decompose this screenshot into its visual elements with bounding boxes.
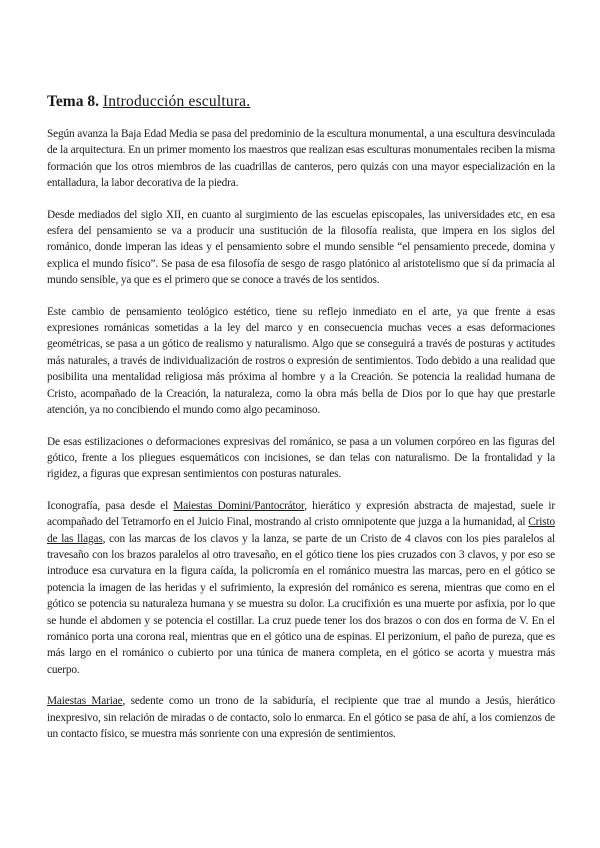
paragraph-3: Este cambio de pensamiento teológico estético, tiene su reflejo inmediato en el arte, ya que frente a esas expresiones románicas sometidas a la ley del marco y en consecuencia muchas veces a esas deformaciones geométricas, se pasa a un gótico de realismo y naturalismo. Algo que se conseguirá a través de posturas y actitudes más naturales, a través de individualización de rostros o expresión de sentimientos. Todo debido a una realidad que posibilita una mentalidad religiosa más próxima al hombre y a la Creación. Se potencia la realidad humana de Cristo, acompañado de la Creación, la naturaleza, como la obra más bella de Dios por lo que hay que prestarle atención, ya no concibiendo el mundo como algo pecaminoso. bbox=[47, 305, 555, 417]
paragraph-5 bbox=[47, 498, 555, 678]
paragraph-5-rest: , con las marcas de los clavos y la lanza, se parte de un Cristo de 4 clavos con los pies paralelos al travesaño con los brazos paralelos al otro travesaño, en el gótico tiene los pies cruzados con 3 clavos, y por eso se introduce esa curvatura en la figura caída, la policromía en el románico muestra las marcas, pero en el gótico se potencia la imagen de las heridas y el sufrimiento, la expresión del románico es serena, mientras que como en el gótico se potencia su naturaleza humana y se muestra su dolor. La crucifixión es una muerte por asfixia, por lo que se hunde el abdomen y se potencia el costillar. La cruz puede tener los dos brazos o con dos en forma de V. En el románico porta una corona real, mientras que en el gótico una de espinas. El perizonium, el paño de pureza, que es más largo en el románico o cubierto por una túnica de manera completa, en el gótico se acorta y muestra más cuerpo. bbox=[47, 532, 555, 676]
paragraph-6 bbox=[47, 693, 555, 742]
paragraph-2: Desde mediados del siglo XII, en cuanto al surgimiento de las escuelas episcopales, las universidades etc, en esa esfera del pensamiento se va a producir una sustitución de la filosofía realista, que impera en los siglos del románico, donde imperan las ideas y el pensamiento sobre el mundo sensible “el pensamiento precede, domina y explica el mundo físico”. Se pasa de esa filosofía de sesgo de rasgo platónico al aristotelismo que sí da primacía al mundo sensible, ya que es el primero que se conoce a través de los sentidos. bbox=[47, 208, 555, 287]
topic-title: Introducción escultura. bbox=[102, 93, 251, 110]
cristo-llagas-term: Cristo de las llagas bbox=[47, 516, 555, 545]
paragraph-5-middle: , hierático y expresión abstracta de majestad, suele ir acompañado del Tetramorfo en el Juicio Final, mostrando al cristo omnipotente que juzga a la humanidad, al bbox=[47, 499, 555, 529]
paragraph-1: Según avanza la Baja Edad Media se pasa del predominio de la escultura monumental, a una escultura desvinculada de la arquitectura. En un primer momento los maestros que realizan esas esculturas monumentales reciben la misma formación que los otros miembros de las cuadrillas de canteros, pero quizás con una mayor especialización en la entalladura, la labor decorativa de la piedra. bbox=[47, 128, 555, 190]
page-title bbox=[47, 92, 555, 112]
maiestas-domini-term: Maiestas Domini/Pantocrátor bbox=[173, 499, 305, 512]
paragraph-4: De esas estilizaciones o deformaciones expresivas del románico, se pasa a un volumen corpóreo en las figuras del gótico, frente a los pliegues esquemáticos con incisiones, se dan telas con naturalismo. De la frontalidad y la rigidez, a figuras que expresan sentimientos con posturas naturales. bbox=[47, 435, 555, 481]
paragraph-6-rest: , sedente como un trono de la sabiduría, el recipiente que trae al mundo a Jesús, hierático inexpresivo, sin relación de miradas o de contacto, solo lo enmarca. En el gótico se pasa de ahí, a los comienzos de un contacto físico, se muestra más sonriente con una expresión de sentimientos. bbox=[47, 695, 555, 740]
maiestas-mariae-term: Maiestas Mariae bbox=[47, 695, 123, 708]
paragraph-5-intro: Iconografía, pasa desde el bbox=[47, 499, 174, 512]
document-body bbox=[47, 92, 555, 757]
topic-number: Tema 8. bbox=[47, 93, 99, 110]
